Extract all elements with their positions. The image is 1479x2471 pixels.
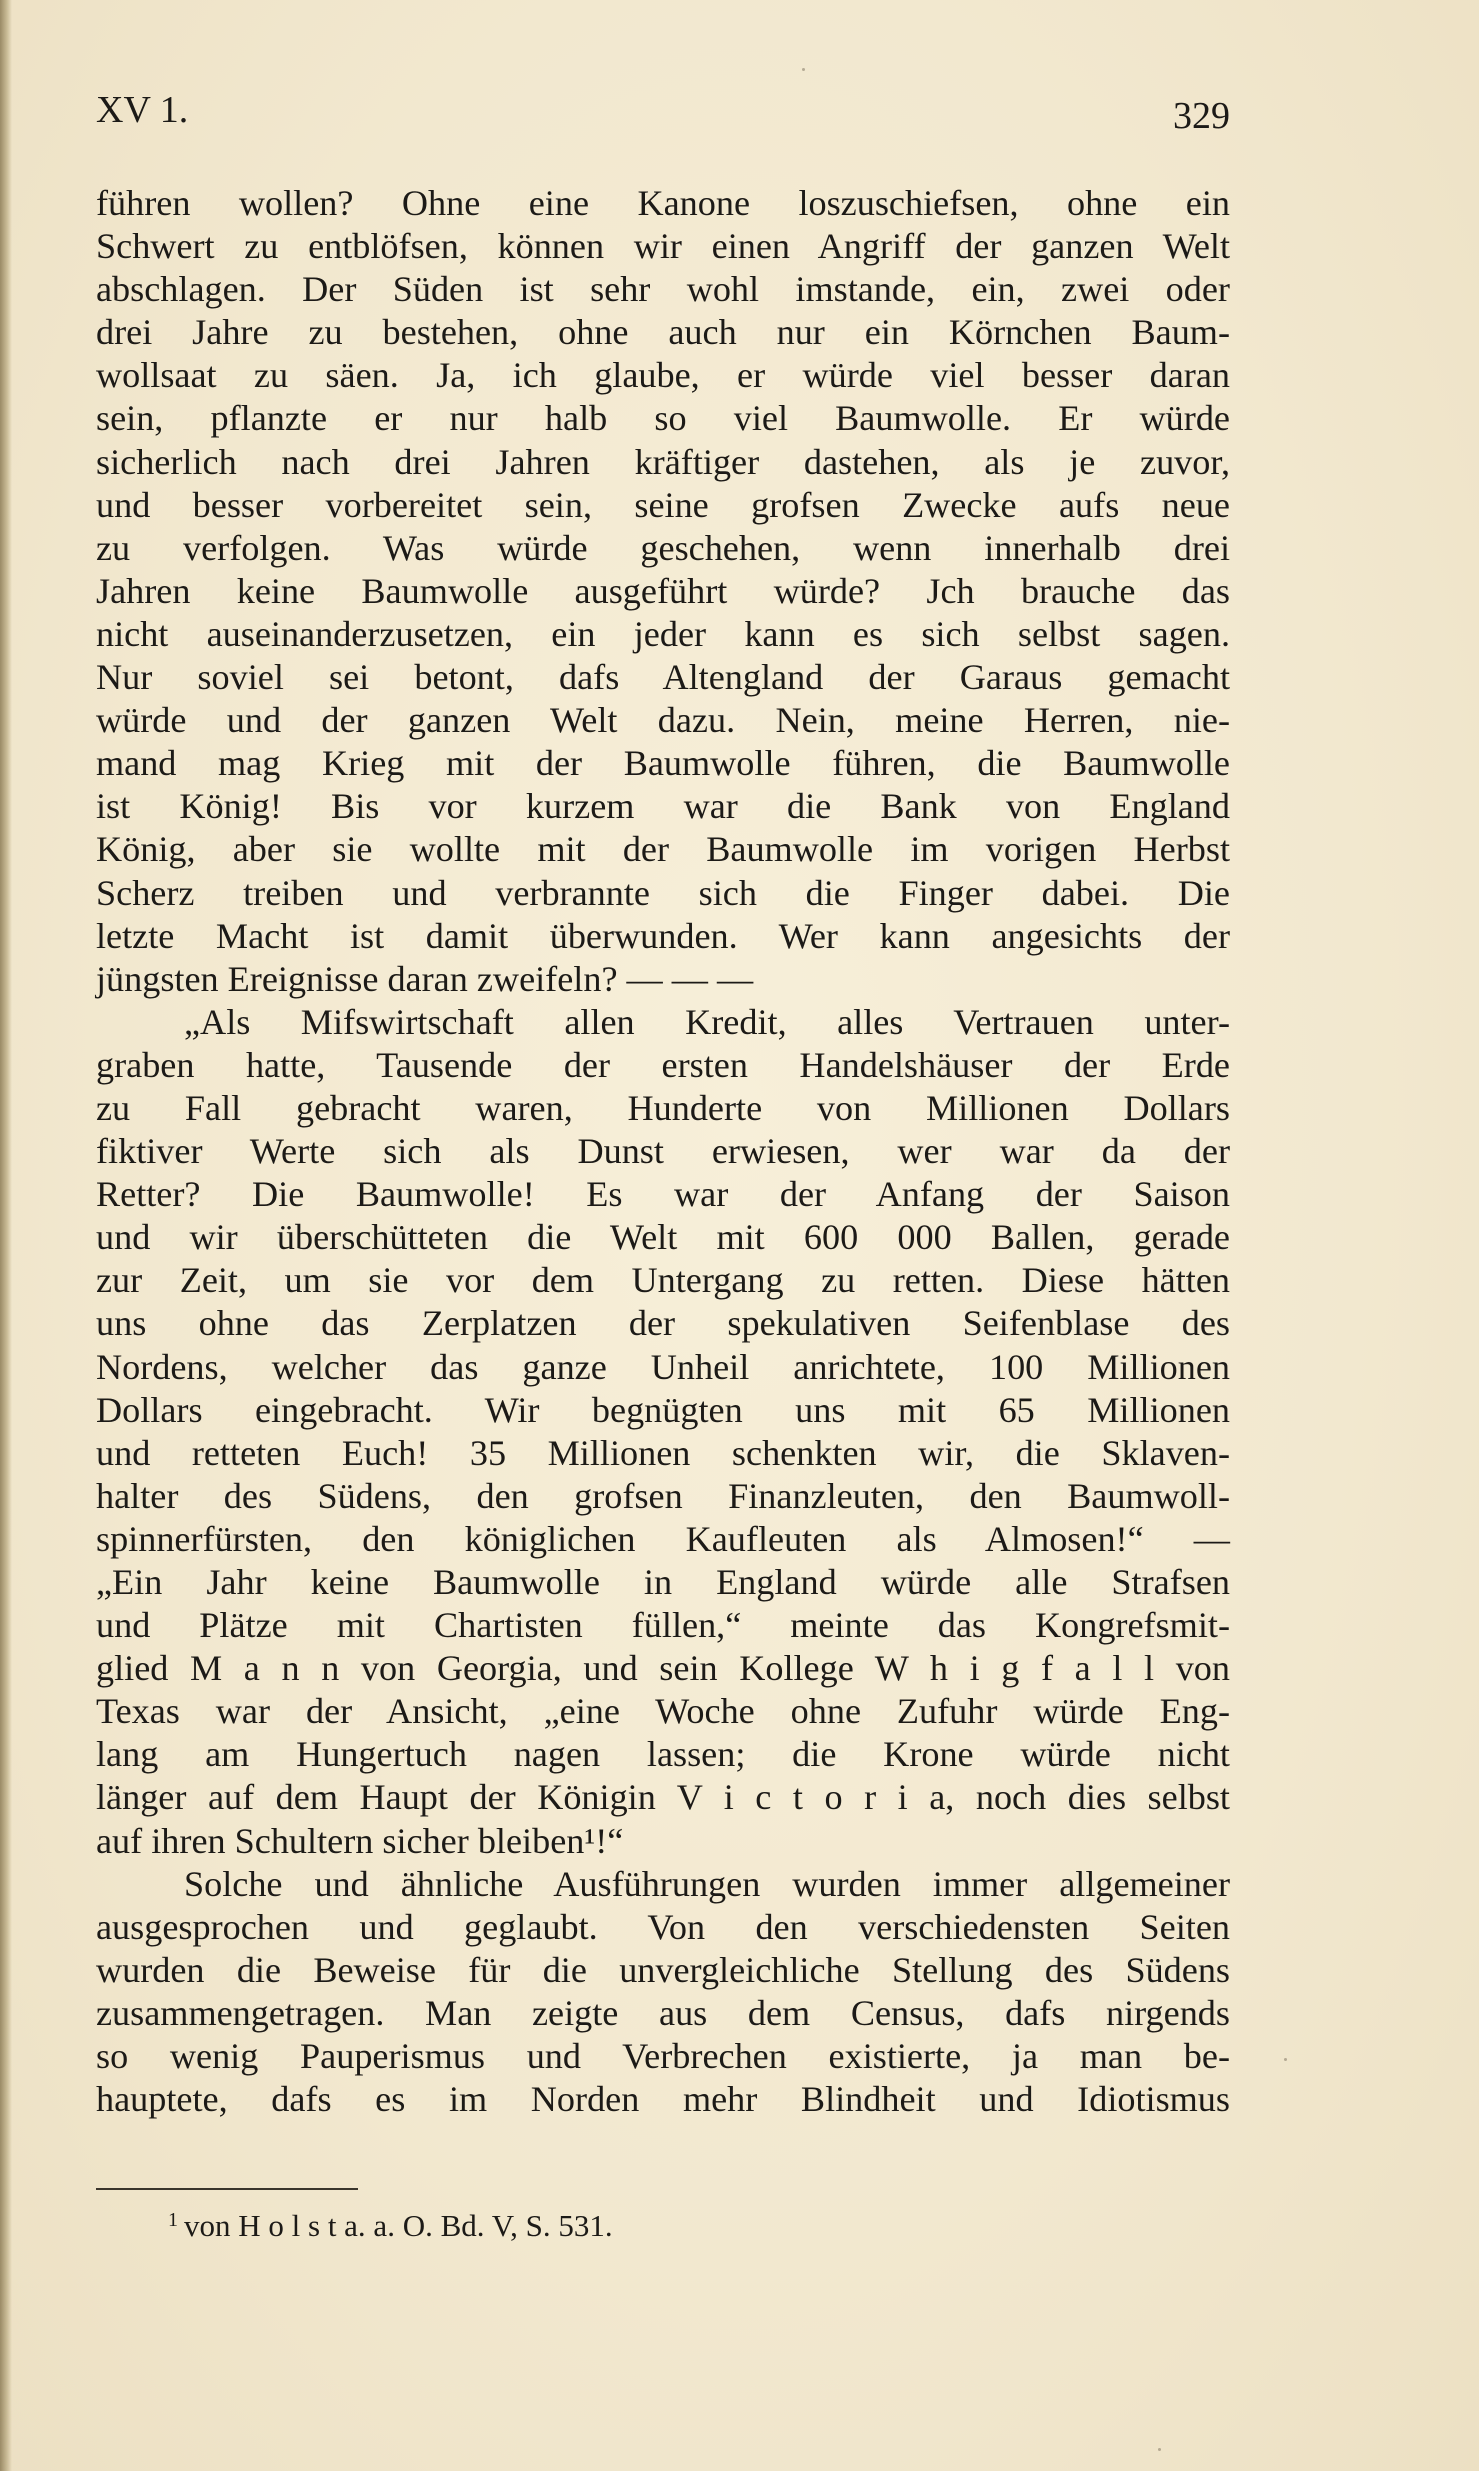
text-line: graben hatte, Tausende der ersten Handelshäuser der Erde bbox=[96, 1044, 1230, 1085]
text-line: auf ihren Schultern sicher bleiben¹!“ bbox=[96, 1820, 624, 1861]
footnote-marker: 1 bbox=[168, 2209, 178, 2231]
text-line: würde und der ganzen Welt dazu. Nein, meine Herren, nie- bbox=[96, 700, 1230, 741]
text-line: wurden die Beweise für die unvergleichliche Stellung des Südens bbox=[96, 1949, 1230, 1990]
text-line: Jahren keine Baumwolle ausgeführt würde? Jch brauche das bbox=[96, 570, 1230, 611]
text-line: Retter? Die Baumwolle! Es war der Anfang der Saison bbox=[96, 1174, 1230, 1215]
text-line: abschlagen. Der Süden ist sehr wohl imstande, ein, zwei oder bbox=[96, 269, 1230, 310]
text-line: sein, pflanzte er nur halb so viel Baumwolle. Er würde bbox=[96, 398, 1230, 439]
paper-speck bbox=[1158, 2448, 1161, 2451]
text-line: Dollars eingebracht. Wir begnügten uns mit 65 Millionen bbox=[96, 1389, 1230, 1430]
running-header bbox=[96, 88, 1230, 138]
text-line: fiktiver Werte sich als Dunst erwiesen, wer war da der bbox=[96, 1131, 1230, 1172]
text-line: Texas war der Ansicht, „eine Woche ohne Zufuhr würde Eng- bbox=[96, 1691, 1230, 1732]
text-line: so wenig Pauperismus und Verbrechen existierte, ja man be- bbox=[96, 2036, 1230, 2077]
footnote-text: von H o l s t a. a. O. Bd. V, S. 531. bbox=[184, 2208, 613, 2243]
text-line: uns ohne das Zerplatzen der spekulativen Seifenblase des bbox=[96, 1303, 1230, 1344]
text-line: wollsaat zu säen. Ja, ich glaube, er würde viel besser daran bbox=[96, 355, 1230, 396]
text-line: und retteten Euch! 35 Millionen schenkten wir, die Sklaven- bbox=[96, 1432, 1230, 1473]
text-line: Nur soviel sei betont, dafs Altengland der Garaus gemacht bbox=[96, 657, 1230, 698]
text-line: zusammengetragen. Man zeigte aus dem Census, dafs nirgends bbox=[96, 1992, 1230, 2033]
footnote-divider bbox=[96, 2188, 358, 2190]
footnote bbox=[168, 2208, 613, 2244]
text-line: ist König! Bis vor kurzem war die Bank von England bbox=[96, 786, 1230, 827]
text-line: glied M a n n von Georgia, und sein Kollege W h i g f a l l von bbox=[96, 1648, 1230, 1689]
text-line: führen wollen? Ohne eine Kanone loszuschiefsen, ohne ein bbox=[96, 183, 1230, 223]
text-line: länger auf dem Haupt der Königin V i c t o r i a, noch dies selbst bbox=[96, 1777, 1230, 1818]
text-line: zu verfolgen. Was würde geschehen, wenn innerhalb drei bbox=[96, 527, 1230, 568]
text-line: mand mag Krieg mit der Baumwolle führen, die Baumwolle bbox=[96, 743, 1230, 784]
text-line: ausgesprochen und geglaubt. Von den verschiedensten Seiten bbox=[96, 1906, 1230, 1947]
text-line: und Plätze mit Chartisten füllen,“ meinte das Kongrefsmit- bbox=[96, 1605, 1230, 1646]
text-line: hauptete, dafs es im Norden mehr Blindheit und Idiotismus bbox=[96, 2079, 1230, 2120]
body-text bbox=[96, 182, 1230, 2121]
text-line: spinnerfürsten, den königlichen Kaufleuten als Almosen!“ — bbox=[96, 1518, 1230, 1559]
text-line: Solche und ähnliche Ausführungen wurden immer allgemeiner bbox=[184, 1863, 1230, 1904]
text-line: nicht auseinanderzusetzen, ein jeder kann es sich selbst sagen. bbox=[96, 613, 1230, 654]
text-line: drei Jahre zu bestehen, ohne auch nur ein Körnchen Baum- bbox=[96, 312, 1230, 353]
text-line: letzte Macht ist damit überwunden. Wer kann angesichts der bbox=[96, 915, 1230, 956]
text-line: zu Fall gebracht waren, Hunderte von Millionen Dollars bbox=[96, 1087, 1230, 1128]
text-line: und besser vorbereitet sein, seine grofsen Zwecke aufs neue bbox=[96, 484, 1230, 525]
paper-speck bbox=[802, 68, 805, 71]
text-line: zur Zeit, um sie vor dem Untergang zu retten. Diese hätten bbox=[96, 1260, 1230, 1301]
paper-speck bbox=[1284, 2058, 1287, 2061]
chapter-heading: XV 1. bbox=[96, 89, 189, 131]
text-line: „Ein Jahr keine Baumwolle in England würde alle Strafsen bbox=[96, 1562, 1230, 1602]
text-line: „Als Mifswirtschaft allen Kredit, alles Vertrauen unter- bbox=[184, 1001, 1230, 1042]
text-line: jüngsten Ereignisse daran zweifeln? — — — bbox=[96, 958, 754, 999]
text-line: Nordens, welcher das ganze Unheil anrichtete, 100 Millionen bbox=[96, 1346, 1230, 1387]
page-spine-shadow bbox=[0, 0, 12, 2471]
text-line: halter des Südens, den grofsen Finanzleuten, den Baumwoll- bbox=[96, 1475, 1230, 1516]
text-line: König, aber sie wollte mit der Baumwolle im vorigen Herbst bbox=[96, 829, 1230, 870]
text-line: Schwert zu entblöfsen, können wir einen Angriff der ganzen Welt bbox=[96, 226, 1230, 267]
text-line: Scherz treiben und verbrannte sich die Finger dabei. Die bbox=[96, 872, 1230, 913]
text-line: lang am Hungertuch nagen lassen; die Krone würde nicht bbox=[96, 1734, 1230, 1775]
text-line: und wir überschütteten die Welt mit 600 000 Ballen, gerade bbox=[96, 1217, 1230, 1258]
text-line: sicherlich nach drei Jahren kräftiger dastehen, als je zuvor, bbox=[96, 441, 1230, 482]
page-number: 329 bbox=[1173, 95, 1230, 137]
